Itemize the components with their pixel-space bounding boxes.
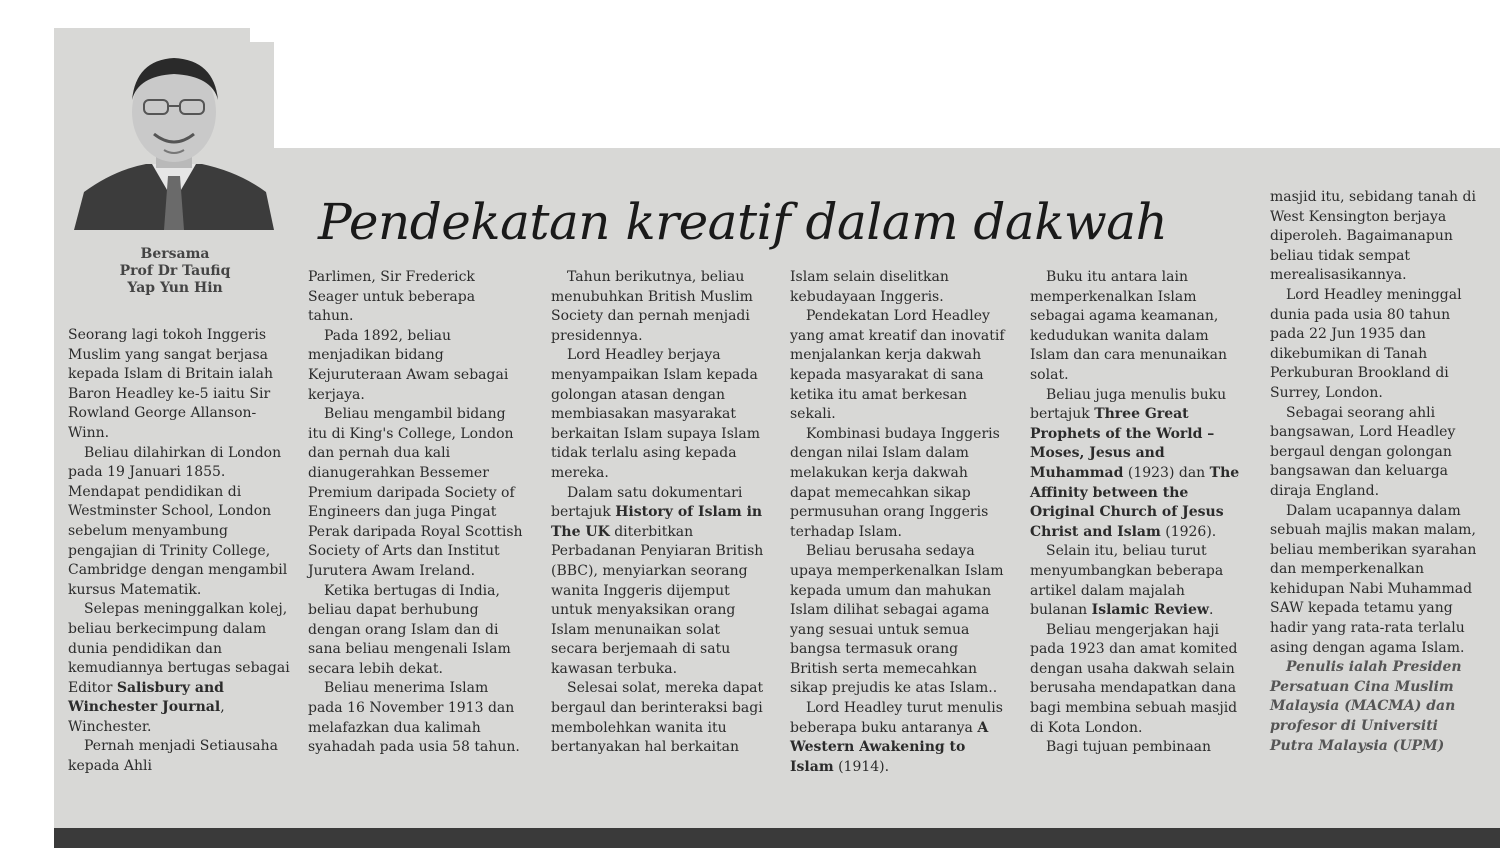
- scan-edge-bar: [54, 828, 1500, 848]
- paragraph: Beliau dilahirkan di London pada 19 Januari 1855. Mendapat pendidikan di Westminster School, London sebelum menyambung pengajian di Trinity College, Cambridge dengan mengambil kursus Matematik.: [68, 444, 288, 598]
- byline-line2: Prof Dr Taufiq: [119, 263, 231, 279]
- paragraph-text: , Winchester.: [68, 699, 225, 735]
- paragraph: Kombinasi budaya Inggeris dengan nilai Islam dalam melakukan kerja dakwah dapat memecahkan sikap permusuhan orang Inggeris terhadap Islam.: [790, 425, 1000, 540]
- documentary-title: History of Islam in The UK: [551, 504, 763, 540]
- paragraph: [790, 699, 1006, 777]
- article-column-5: [1030, 268, 1246, 758]
- paragraph: Pada 1892, beliau menjadikan bidang Kejuruteraan Awam sebagai kerjaya.: [308, 327, 509, 403]
- paragraph: Sebagai seorang ahli bangsawan, Lord Headley bergaul dengan golongan bangsawan dan keluarga diraja England.: [1270, 404, 1456, 499]
- article-column-3: [551, 268, 769, 758]
- article-headline: Pendekatan kreatif dalam dakwah: [318, 193, 1168, 251]
- paragraph: Parlimen, Sir Frederick Seager untuk beberapa tahun.: [308, 269, 476, 325]
- author-photo: [74, 42, 274, 230]
- paragraph-text: Lord Headley turut menulis beberapa buku antaranya: [790, 700, 1003, 736]
- paragraph: Buku itu antara lain memperkenalkan Islam sebagai agama keamanan, kedudukan wanita dalam Islam dan cara menunaikan solat.: [1030, 269, 1227, 383]
- book-title: A Western Awakening to Islam: [790, 719, 989, 775]
- article-column-2: [308, 268, 523, 758]
- byline-line1: Bersama: [140, 246, 210, 262]
- paragraph-text: (1923) dan: [1123, 464, 1210, 481]
- paragraph-text: (1926).: [1160, 523, 1217, 540]
- paragraph: Lord Headley meninggal dunia pada usia 80 tahun pada 22 Jun 1935 dan dikebumikan di Tanah Perkuburan Brookland di Surrey, London.: [1270, 286, 1462, 401]
- paragraph: Beliau mengambil bidang itu di King's College, London dan pernah dua kali dianugerahkan Bessemer Premium daripada Society of Engineers dan juga Pingat Perak daripada Royal Scottish Society of Arts dan Institut Jurutera Awam Ireland.: [308, 406, 523, 579]
- byline-line3: Yap Yun Hin: [127, 280, 223, 296]
- book-title: Three Great Prophets of the World – Moses, Jesus and Muhammad: [1030, 406, 1215, 481]
- paragraph: Beliau mengerjakan haji pada 1923 dan amat komited dengan usaha dakwah selain berusaha mendapatkan dana bagi membina sebuah masjid di Kota London.: [1030, 621, 1238, 736]
- paragraph: Lord Headley berjaya menyampaikan Islam kepada golongan atasan dengan membiasakan masyarakat berkaitan Islam supaya Islam tidak terlalu asing kepada mereka.: [551, 347, 760, 481]
- paragraph: Pernah menjadi Setiausaha kepada Ahli: [68, 738, 278, 775]
- publication-title: Salisbury and Winchester Journal: [68, 679, 224, 716]
- paragraph: Tahun berikutnya, beliau menubuhkan British Muslim Society dan pernah menjadi presidennya.: [551, 269, 753, 344]
- paragraph: Selesai solat, mereka dapat bergaul dan berinteraksi bagi membolehkan wanita itu bertanyakan hal berkaitan: [551, 680, 764, 756]
- paragraph-text: diterbitkan Perbadanan Penyiaran British (BBC), menyiarkan seorang wanita Inggeris dijemput untuk menyaksikan orang Islam menunaikan solat secara berjemaah di satu kawasan terbuka.: [551, 523, 764, 677]
- paragraph: Ketika bertugas di India, beliau dapat berhubung dengan orang Islam dan di sana beliau mengenali Islam secara lebih dekat.: [308, 582, 511, 677]
- paragraph: [68, 600, 290, 737]
- book-title: The Affinity between the Original Church of Jesus Christ and Islam: [1030, 464, 1240, 540]
- paragraph: Beliau berusaha sedaya upaya memperkenalkan Islam kepada umum dan mahukan Islam dilihat sebagai agama yang sesuai untuk semua bangsa termasuk orang British serta memecahkan sikap prejudis ke atas Islam..: [790, 543, 1004, 697]
- article-column-1: [68, 326, 290, 777]
- paragraph: [551, 484, 769, 680]
- paragraph: Pendekatan Lord Headley yang amat kreatif dan inovatif menjalankan kerja dakwah kepada masyarakat di sana ketika itu amat berkesan sekali.: [790, 308, 1005, 423]
- author-note: Penulis ialah Presiden Persatuan Cina Muslim Malaysia (MACMA) dan profesor di Universiti Putra Malaysia (UPM): [1270, 659, 1462, 754]
- article-column-6: [1270, 188, 1484, 756]
- paragraph: Seorang lagi tokoh Inggeris Muslim yang sangat berjasa kepada Islam di Britain ialah Baron Headley ke-5 iaitu Sir Rowland George Allanson-Winn.: [68, 327, 274, 441]
- paragraph-text: (1914).: [833, 758, 890, 775]
- paragraph: masjid itu, sebidang tanah di West Kensington berjaya diperoleh. Bagaimanapun beliau tidak sempat merealisasikannya.: [1270, 189, 1476, 284]
- paragraph: Dalam ucapannya dalam sebuah majlis makan malam, beliau memberikan syarahan dan memperkenalkan kehidupan Nabi Muhammad SAW kepada tetamu yang hadir yang rata-rata terlalu asing dengan agama Islam.: [1270, 502, 1477, 656]
- paragraph-text: Selepas meninggalkan kolej, beliau berkecimpung dalam dunia pendidikan dan kemudiannya bertugas sebagai Editor: [68, 601, 290, 696]
- paragraph: [1030, 542, 1246, 620]
- paragraph: [1030, 386, 1246, 543]
- paragraph-text: Dalam satu dokumentari bertajuk: [551, 484, 743, 521]
- paragraph-text: .: [1208, 602, 1214, 619]
- article-column-4: [790, 268, 1006, 777]
- paragraph: Islam selain diselitkan kebudayaan Inggeris.: [790, 269, 949, 305]
- magazine-title: Islamic Review: [1091, 602, 1209, 619]
- paragraph-text: Selain itu, beliau turut menyumbangkan beberapa artikel dalam majalah bulanan: [1030, 543, 1224, 619]
- byline: [90, 246, 260, 297]
- paragraph: Bagi tujuan pembinaan: [1046, 739, 1212, 756]
- paragraph-text: Beliau juga menulis buku bertajuk: [1030, 386, 1227, 423]
- paragraph: Beliau menerima Islam pada 16 November 1913 dan melafazkan dua kalimah syahadah pada usia 58 tahun.: [308, 680, 520, 756]
